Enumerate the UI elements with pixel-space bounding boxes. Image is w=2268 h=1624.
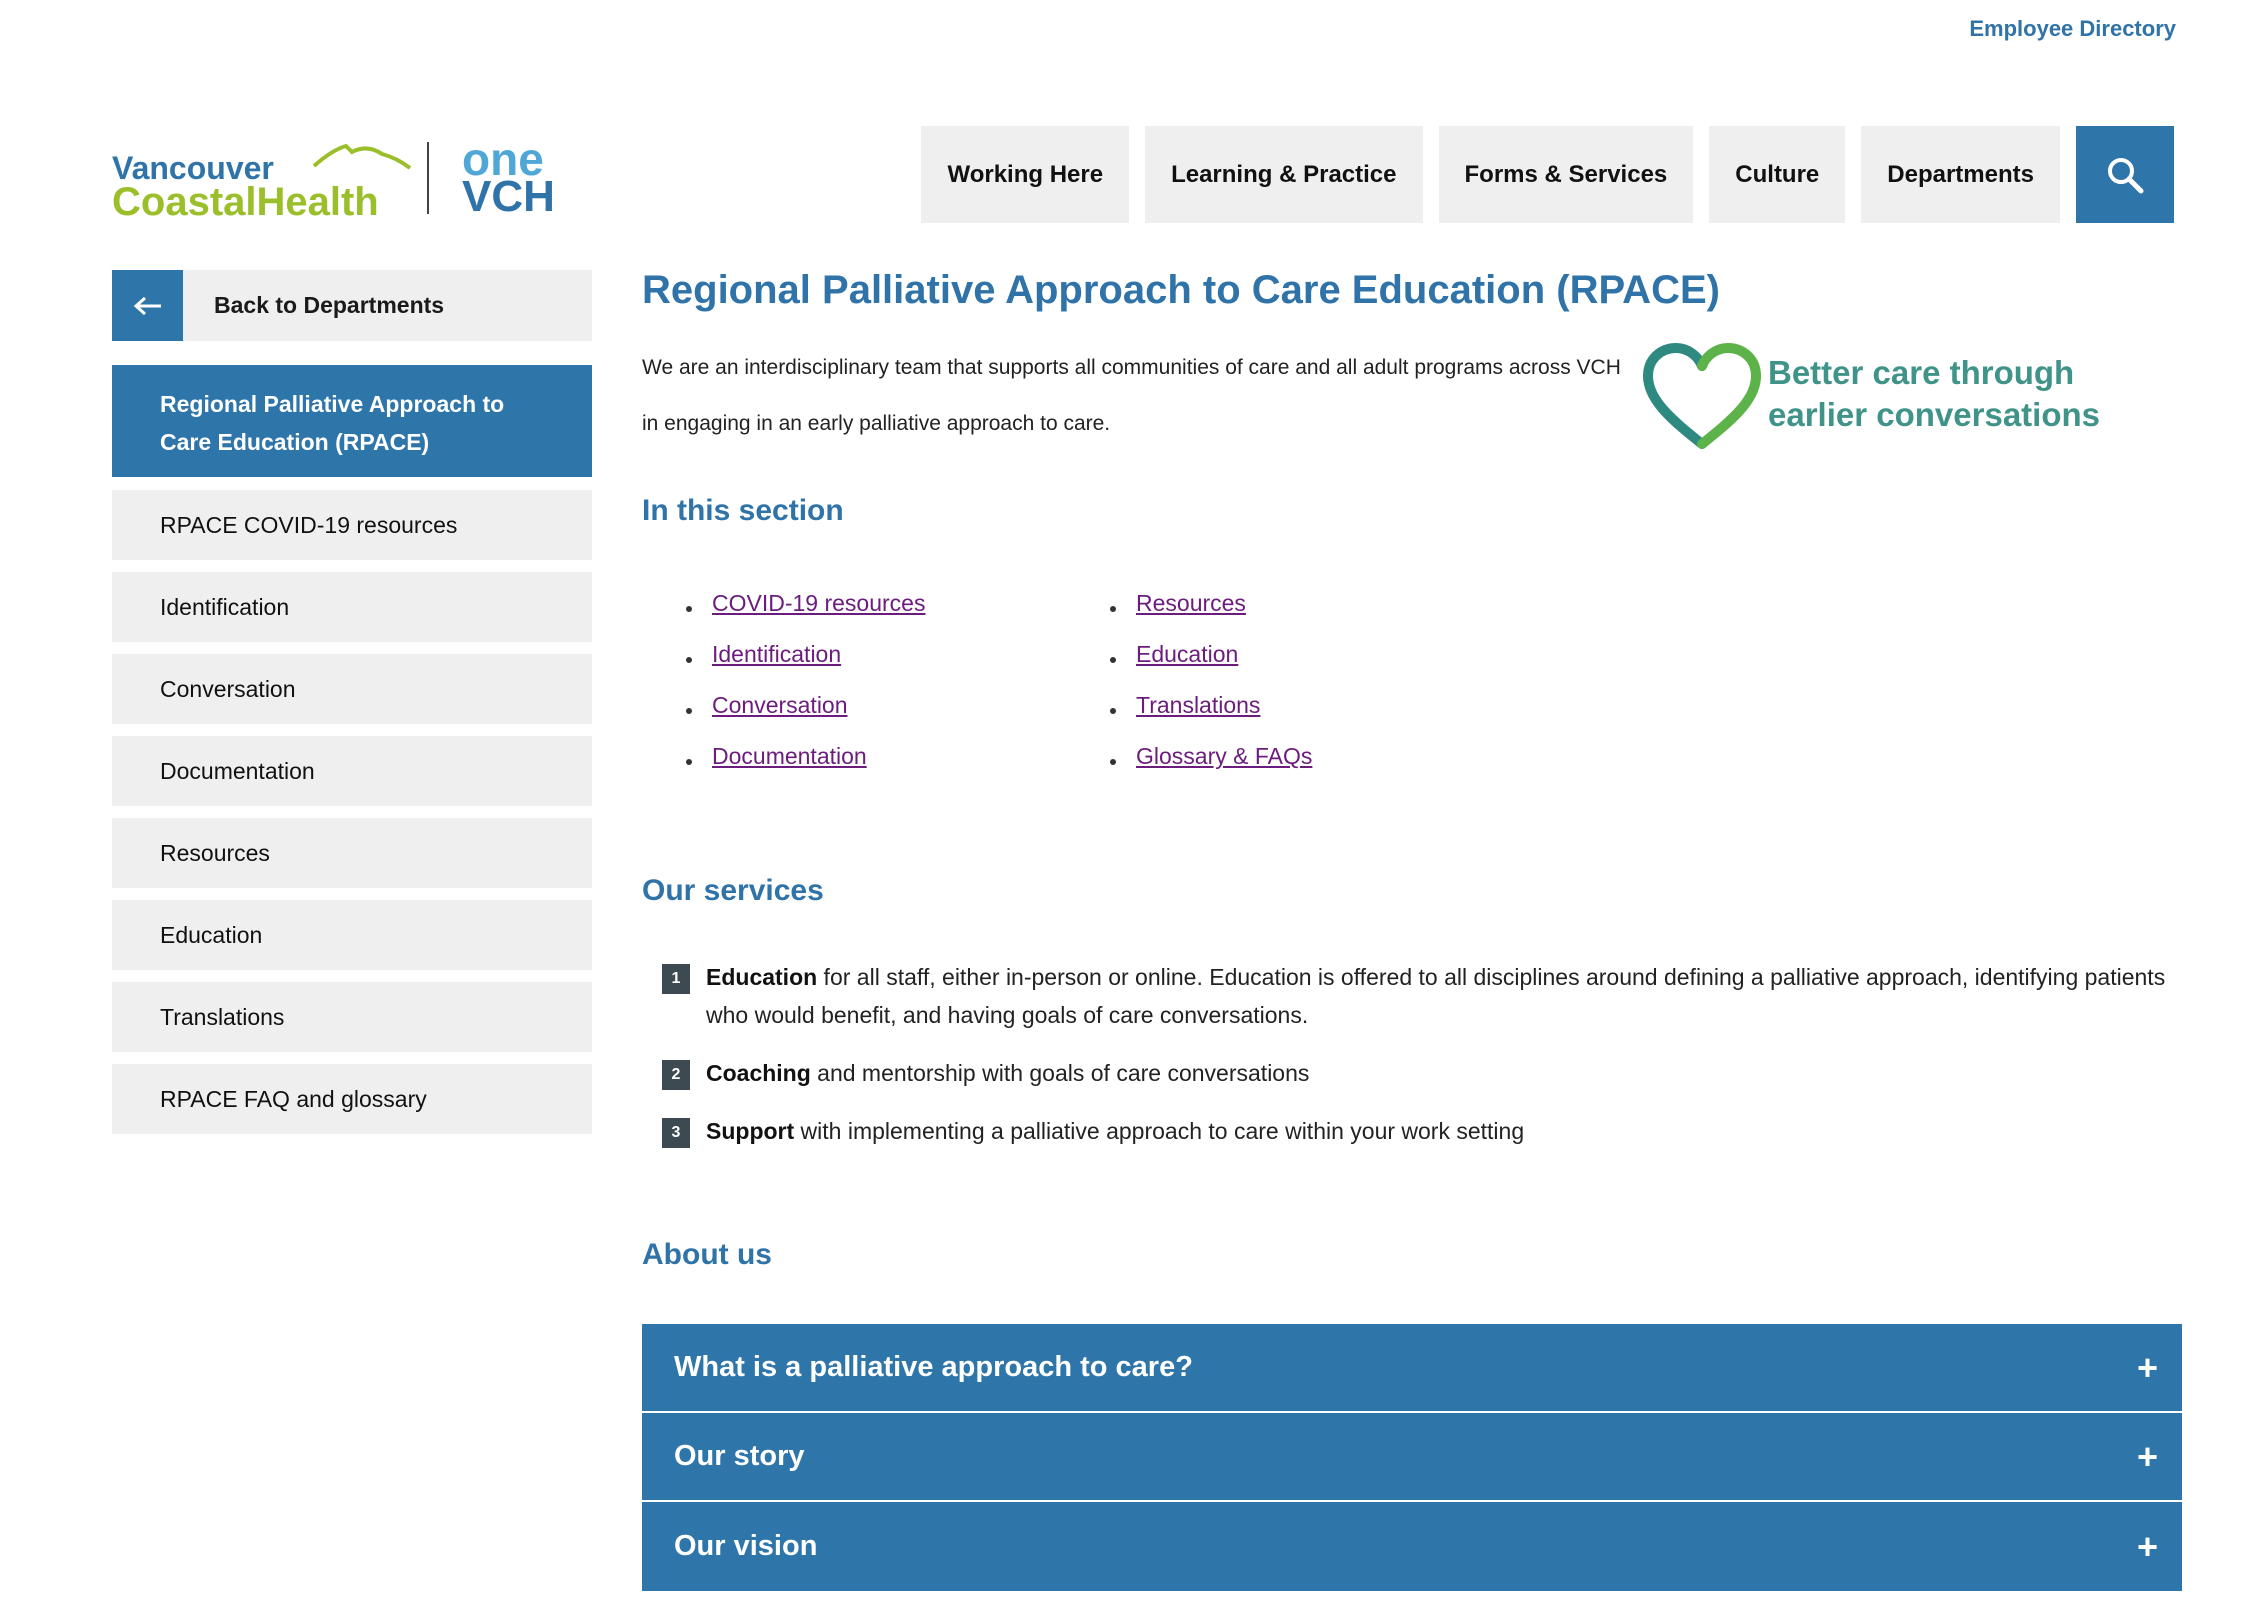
list-item <box>1110 743 1410 770</box>
sidebar-item-conversation[interactable]: Conversation <box>112 654 592 724</box>
sidebar-item-covid-resources[interactable]: RPACE COVID-19 resources <box>112 490 592 560</box>
about-us-heading: About us <box>642 1238 772 1271</box>
logo-coastalhealth-text: CoastalHealth <box>112 180 379 224</box>
bullet-icon <box>686 657 692 663</box>
logo-divider <box>427 142 429 214</box>
bullet-icon <box>1110 759 1116 765</box>
sidebar-item-translations[interactable]: Translations <box>112 982 592 1052</box>
service-number-badge: 1 <box>662 964 690 994</box>
sidebar-item-documentation[interactable]: Documentation <box>112 736 592 806</box>
mountain-icon <box>312 140 412 170</box>
search-button[interactable] <box>2076 126 2174 223</box>
service-description: and mentorship with goals of care conversations <box>810 1060 1310 1086</box>
service-text <box>706 1112 1524 1150</box>
bullet-icon <box>686 708 692 714</box>
bullet-icon <box>686 759 692 765</box>
service-title: Support <box>706 1118 795 1144</box>
sidebar-item-education[interactable]: Education <box>112 900 592 970</box>
in-this-section-heading: In this section <box>642 494 844 527</box>
section-links <box>686 590 1410 770</box>
main-nav <box>921 126 2174 223</box>
service-item <box>662 958 2182 1034</box>
service-title: Education <box>706 964 818 990</box>
services-list <box>662 958 2182 1170</box>
back-to-departments-button[interactable] <box>112 270 592 341</box>
link-documentation[interactable]: Documentation <box>712 743 867 769</box>
back-label: Back to Departments <box>214 292 445 318</box>
list-item <box>686 692 1110 719</box>
link-covid-resources[interactable]: COVID-19 resources <box>712 590 926 616</box>
service-description: for all staff, either in-person or online. Education is offered to all disciplines around defining a palliative approach, identifying patients who would benefit, and having goals of care conversations. <box>706 964 2166 1028</box>
page-title: Regional Palliative Approach to Care Education (RPACE) <box>642 268 1720 312</box>
service-item <box>662 1054 2182 1092</box>
link-translations[interactable]: Translations <box>1136 692 1261 718</box>
plus-icon: + <box>2136 1346 2158 1388</box>
accordion-label: Our story <box>674 1440 805 1472</box>
badge-tagline <box>1768 352 2100 436</box>
plus-icon: + <box>2136 1435 2158 1477</box>
campaign-badge <box>1642 340 2102 450</box>
nav-learning-practice[interactable]: Learning & Practice <box>1145 126 1422 223</box>
accordion-label: Our vision <box>674 1530 818 1562</box>
accordion-palliative-approach[interactable] <box>642 1324 2182 1413</box>
link-conversation[interactable]: Conversation <box>712 692 848 718</box>
nav-working-here[interactable]: Working Here <box>921 126 1129 223</box>
arrow-left-icon <box>112 270 183 341</box>
sidebar-item-rpace[interactable]: Regional Palliative Approach to Care Education (RPACE) <box>112 365 592 477</box>
bullet-icon <box>1110 606 1116 612</box>
sidebar <box>112 270 592 1146</box>
employee-directory-link[interactable]: Employee Directory <box>1969 16 2176 41</box>
accordion-label: What is a palliative approach to care? <box>674 1351 1193 1383</box>
link-identification[interactable]: Identification <box>712 641 842 667</box>
link-glossary-faqs[interactable]: Glossary & FAQs <box>1136 743 1313 769</box>
nav-culture[interactable]: Culture <box>1709 126 1845 223</box>
logo-vancouver-text: Vancouver <box>112 150 274 186</box>
plus-icon: + <box>2136 1525 2158 1567</box>
search-icon <box>2105 155 2145 195</box>
list-item <box>686 743 1110 770</box>
list-item <box>686 641 1110 668</box>
sidebar-item-identification[interactable]: Identification <box>112 572 592 642</box>
service-text <box>706 958 2182 1034</box>
link-resources[interactable]: Resources <box>1136 590 1246 616</box>
heart-icon <box>1642 340 1762 450</box>
badge-line-2: earlier conversations <box>1768 396 2100 433</box>
main-content <box>642 268 2182 1567</box>
service-description: with implementing a palliative approach to care within your work setting <box>794 1118 1525 1144</box>
accordion-our-vision[interactable] <box>642 1502 2182 1591</box>
service-number-badge: 3 <box>662 1118 690 1148</box>
logo-vch-text: VCH <box>462 172 555 221</box>
service-title: Coaching <box>706 1060 811 1086</box>
list-item <box>1110 590 1410 617</box>
badge-line-1: Better care through <box>1768 354 2075 391</box>
link-education[interactable]: Education <box>1136 641 1239 667</box>
our-services-heading: Our services <box>642 874 824 907</box>
bullet-icon <box>686 606 692 612</box>
nav-departments[interactable]: Departments <box>1861 126 2060 223</box>
bullet-icon <box>1110 708 1116 714</box>
sidebar-item-faq-glossary[interactable]: RPACE FAQ and glossary <box>112 1064 592 1134</box>
service-text <box>706 1054 1309 1092</box>
logo-one-text: one <box>462 133 544 185</box>
nav-forms-services[interactable]: Forms & Services <box>1439 126 1694 223</box>
list-item <box>1110 692 1410 719</box>
sidebar-item-resources[interactable]: Resources <box>112 818 592 888</box>
intro-text: We are an interdisciplinary team that supports all communities of care and all adult programs across VCH in engaging in an early palliative approach to care. <box>642 356 1621 435</box>
service-item <box>662 1112 2182 1150</box>
bullet-icon <box>1110 657 1116 663</box>
list-item <box>686 590 1110 617</box>
list-item <box>1110 641 1410 668</box>
service-number-badge: 2 <box>662 1060 690 1090</box>
about-accordion <box>642 1324 2182 1591</box>
vch-logo[interactable] <box>112 133 572 228</box>
accordion-our-story[interactable] <box>642 1413 2182 1502</box>
